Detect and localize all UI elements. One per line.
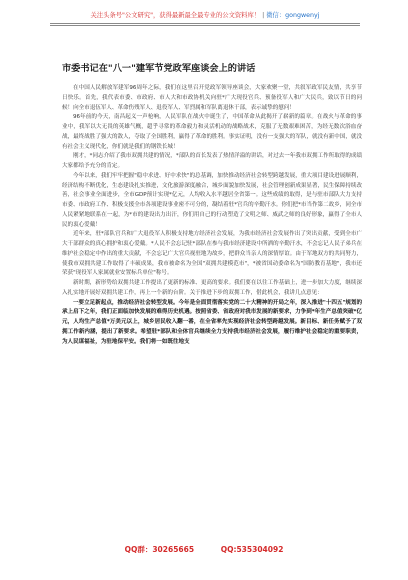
footer-qq-group: QQ群：30265665 — [124, 545, 195, 554]
banner-text: 关注头条号"公文研究"，获得最新最全最专业的公文资料库！ — [90, 12, 261, 19]
header-rule-top — [50, 23, 360, 24]
banner-wechat: 微信：gongwenyj — [266, 12, 320, 19]
document-body — [62, 84, 362, 347]
header-banner — [50, 9, 360, 22]
paragraph: 在中国人民解放军建军96周年之际，我们在这里召开党政军领导座谈会，大家欢聚一堂，共叙军政军民友情，共享节日快乐。首先，我代表市委、市政府、市人大和市政协机关向驻*广大现役官兵、预备役军人和广大民兵，致以节日的问候！向全市退伍军人、革命伤残军人、退役军人、军烈属和军队离退休干部，表示诚挚的慰问！ — [62, 85, 362, 111]
document-title: 市委书记在"八一"建军节党政军座谈会上的讲话 — [62, 63, 256, 74]
banner-separator: | — [262, 12, 265, 19]
paragraph: 近年来，驻*部队官兵和广大退役军人积极支持地方经济社会发展，为我市经济社会发展作出了突出贡献，受到全市广大干部群众的真心拥护和衷心爱戴。*人民不会忘记驻*部队在参与我市经济建设中所洒的辛勤汗水，不会忘记人民子弟兵在维护社会稳定中作出的重大贡献，不会忘记广大官兵视驻地为故乡，把群众当亲人的深情厚谊。由于军地双方的共同努力，使我市双拥共建工作取得了丰硕成果，我市被命名为全国"双拥共建模范市"，*被省国动委命名为"国防教育基地"，我市还荣获"现役军人家属就业安置标兵单位"称号。 — [62, 231, 362, 277]
paragraph: 新时期，新形势给双拥共建工作提出了更新的标准、更高的要求。我们要在以往工作基础上，进一步加大力度，继续深入扎实地开展好双拥共建工作，再上一个新的台阶。关于推进下步的双拥工作，借此机会，我讲几点意见： — [62, 280, 362, 296]
paragraph: 96年前的今天，南昌起义一声枪响，人民军队在战火中诞生了，中国革命从此揭开了崭新的篇章。在战火与革命的事业中，我军以大无畏的英雄气概，超乎寻常的革命毅力和灵活机动的战略战术，克服了无数艰难困苦，为经无数次浴血奋战，最终战胜了强大的敌人，夺取了全国胜利，赢得了革命的胜利。事实证明，没有一支强大的军队，就没有新中国，就没有社会主义现代化，你们就是我们的钢铁长城！ — [62, 114, 362, 150]
paragraph: 刚才，*同志介绍了我市双拥共建的情况，*部队的首长发表了热情洋溢的讲话，对过去一年我市双拥工作所取得的成绩大家都给予充分的肯定。 — [62, 153, 362, 169]
paragraph: 今年以来，我们牢牢把握"稳中求进、好中求快"的总基调，加快推动经济社会转型跨越发展，重大项目建设进展顺利，经济结构不断优化，生态建设扎实推进，文化旅游深度融合，城乡面貌加快发展，社会管理创新成果显著，民生保障持续改善，社会事业全面进步，全市GDP预计实现*亿元，人均收入水平越居全省第一。这些成绩的取得，是与驻市部队大力支持市委、市政府工作、积极支援全市各项建设事业密不可分的，凝结着驻*官兵的辛勤汗水。你们把*市当作第二故乡，同全市人民紧紧地联系在一起，为*市的建设出力出汗，你们用自己的行动塑造了文明之师、威武之师的良好形象，赢得了全市人民的衷心爱戴！ — [62, 172, 362, 228]
footer-qq-contact: QQ:535304092 — [220, 545, 284, 554]
header-rule-bottom — [50, 25, 360, 26]
paragraph-point-one: 一要立足新起点，推动经济社会转型发展。今年是全面贯彻落实党的二十大精神的开局之年，深入推进"十四五"规划的承上启下之年，我们正面临加快发展的难得历史机遇。按照省委、省政府对我市发展的新要求，力争到*年生产总值突破*亿元，人均生产总值*万美元以上，城乡居民收入翻一番，在全省率先实现经济社会转型跨越发展。新目标、新任务赋予了双拥工作新内涵，提出了新要求。希望驻*部队和全体官兵继续全力支持我市经济社会发展，履行维护社会稳定的重要职责，为人民谋福祉，为驻地保平安。我们将一如既往地支 — [62, 299, 362, 345]
footer-contacts — [0, 544, 408, 555]
